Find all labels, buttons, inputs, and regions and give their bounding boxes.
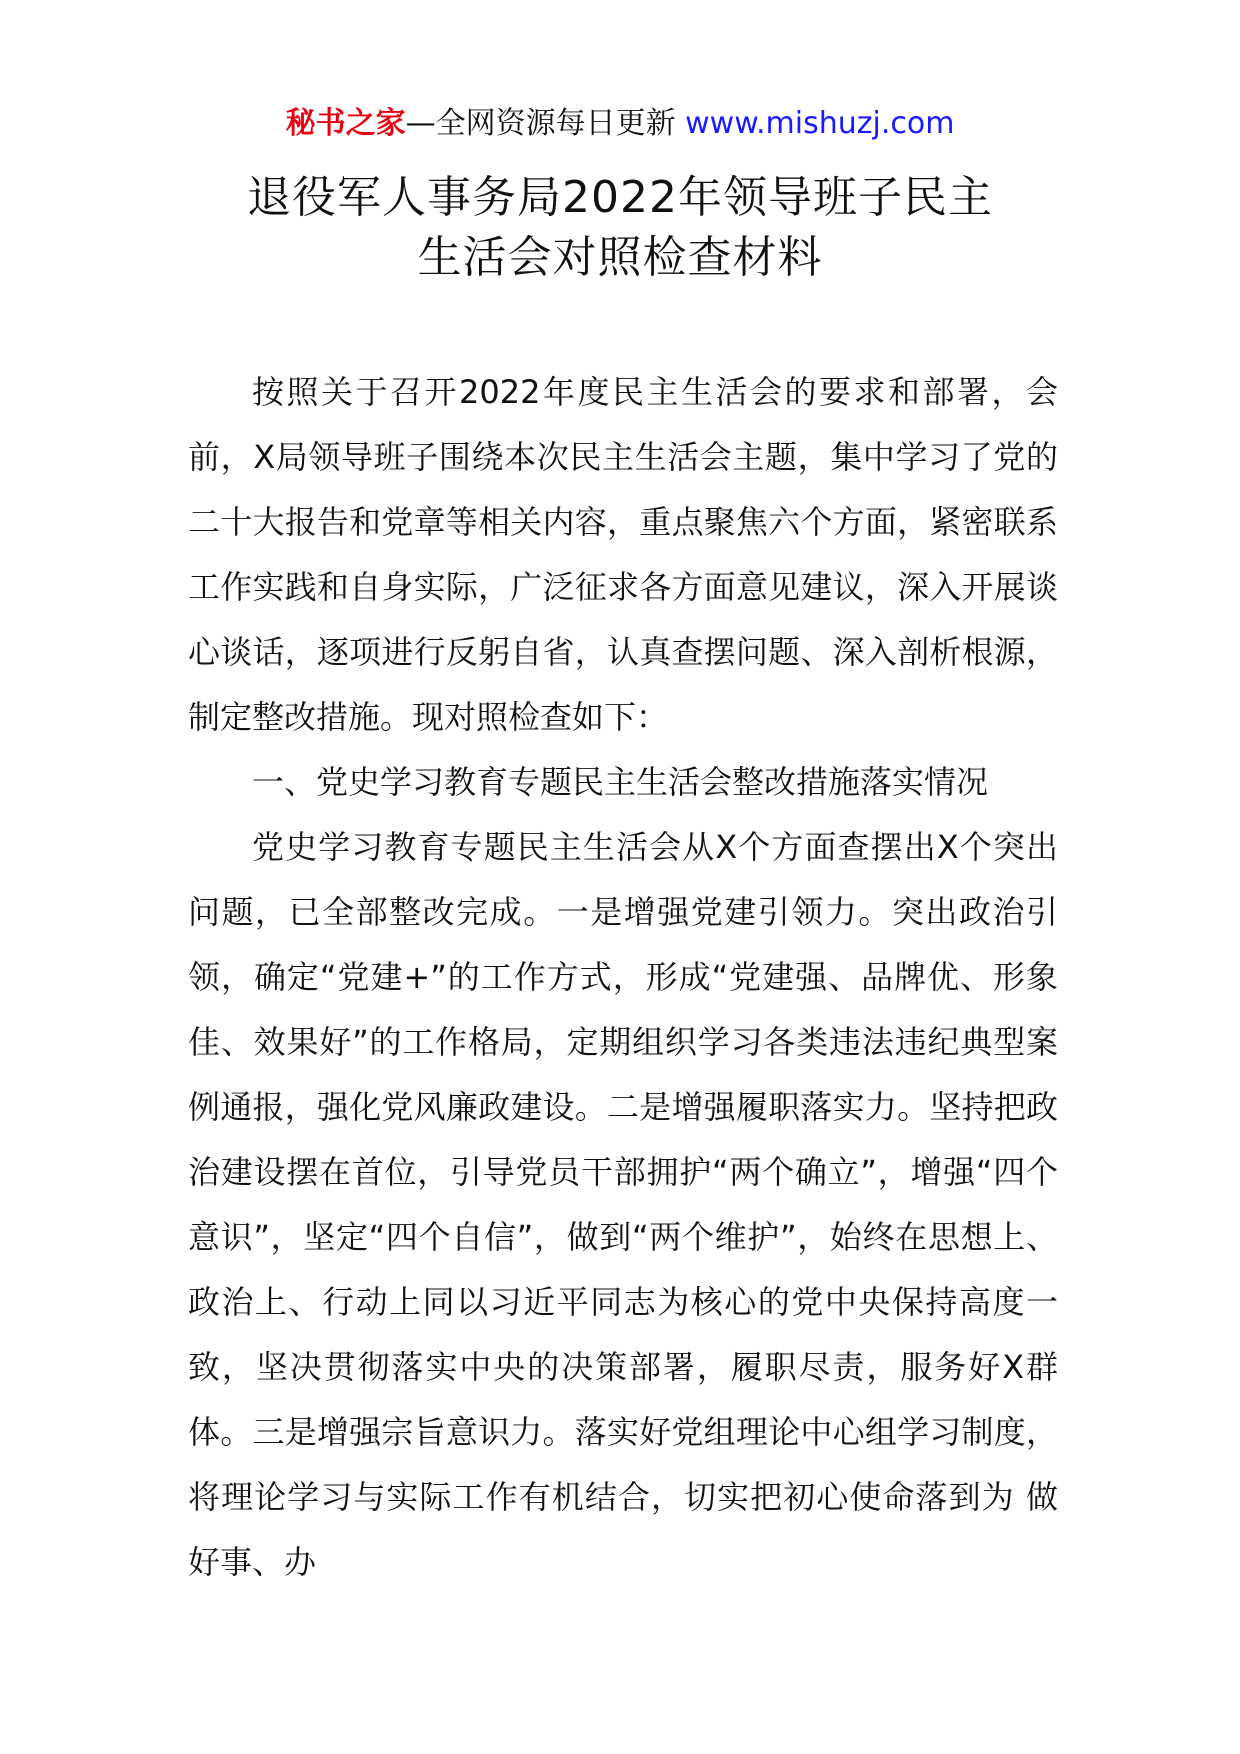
title-line-1: 退役军人事务局2022年领导班子民主 <box>247 172 993 223</box>
document-title <box>0 168 1240 288</box>
section-heading: 一、党史学习教育专题民主生活会整改措施落实情况 <box>252 763 989 801</box>
header-tagline: —全网资源每日更新 <box>405 106 676 141</box>
site-url-link[interactable]: www.mishuzj.com <box>685 106 955 141</box>
document-body <box>188 360 1058 1595</box>
brand-name: 秘书之家 <box>285 106 406 141</box>
site-header <box>0 104 1240 144</box>
intro-paragraph: 按照关于召开2022年度民主生活会的要求和部署，会前，X局领导班子围绕本次民主生活会主题，集中学习了党的二十大报告和党章等相关内容，重点聚焦六个方面，紧密联系工作实践和自身实际，广泛征求各方面意见建议，深入开展谈心谈话，逐项进行反躬自省，认真查摆问题、深入剖析根源，制定整改措施。现对照检查如下： <box>188 373 1058 736</box>
section-paragraph: 党史学习教育专题民主生活会从X个方面查摆出X个突出问题，已全部整改完成。一是增强党建引领力。突出政治引领，确定“党建+”的工作方式，形成“党建强、品牌优、形象佳、效果好”的工作格局，定期组织学习各类违法违纪典型案例通报，强化党风廉政建设。二是增强履职落实力。坚持把政治建设摆在首位，引导党员干部拥护“两个确立”，增强“四个意识”，坚定“四个自信”，做到“两个维护”，始终在思想上、政治上、行动上同以习近平同志为核心的党中央保持高度一致，坚决贯彻落实中央的决策部署，履职尽责，服务好X群体。三是增强宗旨意识力。落实好党组理论中心组学习制度，将理论学习与实际工作有机结合，切实把初心使命落到为 做好事、办 <box>188 828 1058 1581</box>
title-line-2: 生活会对照检查材料 <box>417 232 823 283</box>
